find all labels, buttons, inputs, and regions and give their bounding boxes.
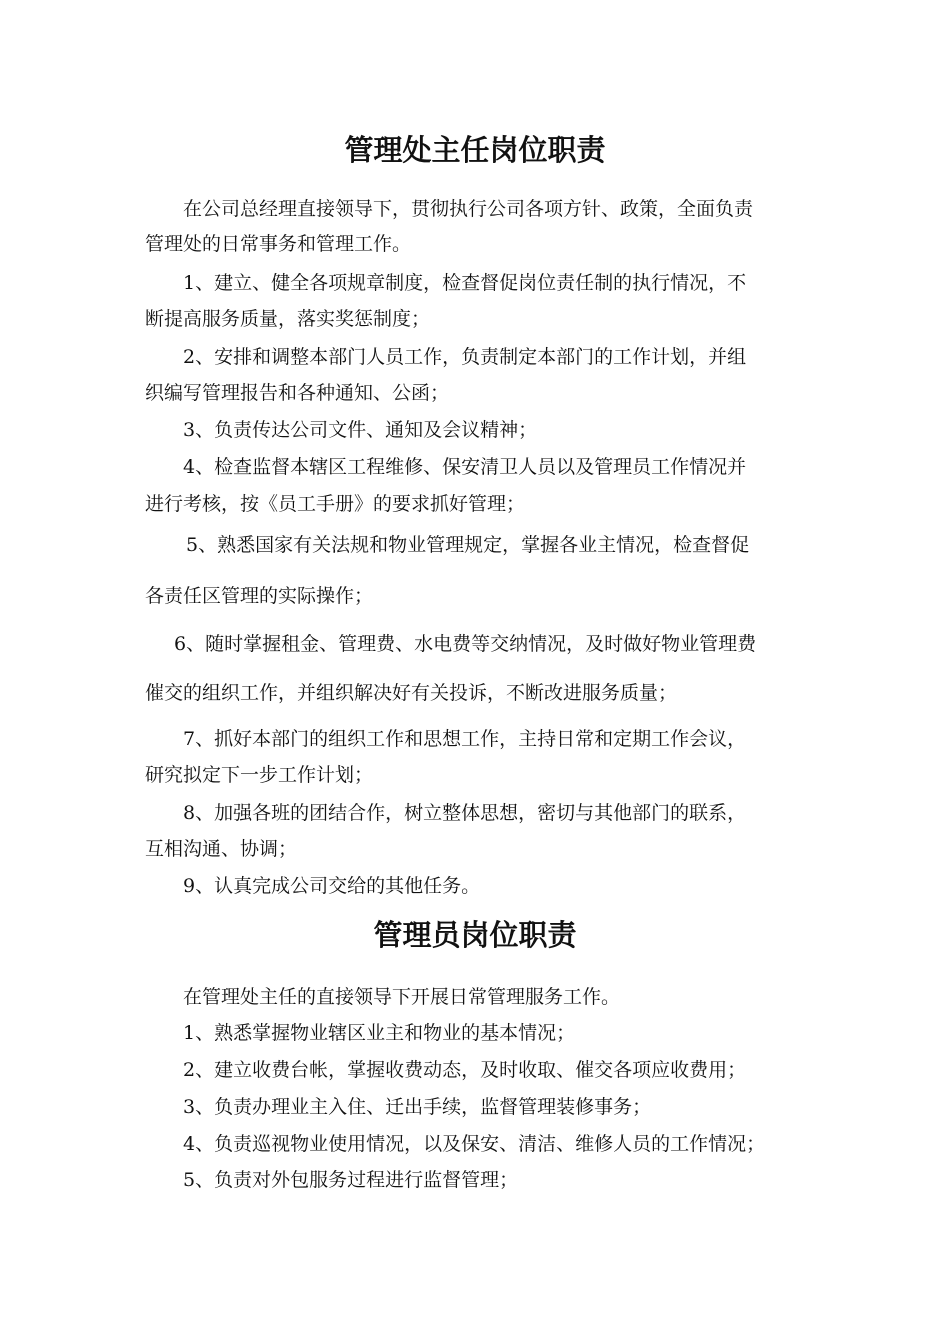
admin-duty-4: 4、负责巡视物业使用情况，以及保安、清洁、维修人员的工作情况；	[183, 1133, 766, 1155]
duty-2-line-2: 织编写管理报告和各种通知、公函；	[145, 382, 450, 404]
duty-9-line-1: 9、认真完成公司交给的其他任务。	[183, 875, 481, 897]
section-2-title: 管理员岗位职责	[373, 918, 577, 952]
section-1-intro-line-1: 在公司总经理直接领导下，贯彻执行公司各项方针、政策，全面负责	[183, 198, 754, 220]
section-2-intro-line: 在管理处主任的直接领导下开展日常管理服务工作。	[183, 986, 621, 1008]
duty-7-line-2: 研究拟定下一步工作计划；	[145, 764, 374, 786]
duty-4-line-2: 进行考核，按《员工手册》的要求抓好管理；	[145, 493, 526, 515]
duty-7-line-1: 7、抓好本部门的组织工作和思想工作，主持日常和定期工作会议，	[183, 728, 747, 750]
admin-duty-1: 1、熟悉掌握物业辖区业主和物业的基本情况；	[183, 1022, 576, 1044]
duty-6-line-2: 催交的组织工作，并组织解决好有关投诉，不断改进服务质量；	[145, 682, 678, 704]
duty-8-line-2: 互相沟通、协调；	[145, 838, 298, 860]
admin-duty-3: 3、负责办理业主入住、迁出手续，监督管理装修事务；	[183, 1096, 652, 1118]
duty-4-line-1: 4、检查监督本辖区工程维修、保安清卫人员以及管理员工作情况并	[183, 456, 747, 478]
section-1-title: 管理处主任岗位职责	[344, 133, 606, 167]
duty-3-line-1: 3、负责传达公司文件、通知及会议精神；	[183, 419, 538, 441]
duty-2-line-1: 2、安排和调整本部门人员工作，负责制定本部门的工作计划，并组	[183, 346, 747, 368]
admin-duty-2: 2、建立收费台帐，掌握收费动态，及时收取、催交各项应收费用；	[183, 1059, 747, 1081]
duty-1-line-2: 断提高服务质量，落实奖惩制度；	[145, 308, 431, 330]
duty-8-line-1: 8、加强各班的团结合作，树立整体思想，密切与其他部门的联系，	[183, 802, 747, 824]
duty-5-line-2: 各责任区管理的实际操作；	[145, 585, 374, 607]
duty-5-line-1: 5、熟悉国家有关法规和物业管理规定，掌握各业主情况，检查督促	[186, 534, 750, 556]
duty-6-line-1: 6、随时掌握租金、管理费、水电费等交纳情况，及时做好物业管理费	[174, 633, 757, 655]
section-1-intro-line-2: 管理处的日常事务和管理工作。	[145, 233, 412, 255]
admin-duty-5: 5、负责对外包服务过程进行监督管理；	[183, 1169, 519, 1191]
duty-1-line-1: 1、建立、健全各项规章制度，检查督促岗位责任制的执行情况，不	[183, 272, 747, 294]
